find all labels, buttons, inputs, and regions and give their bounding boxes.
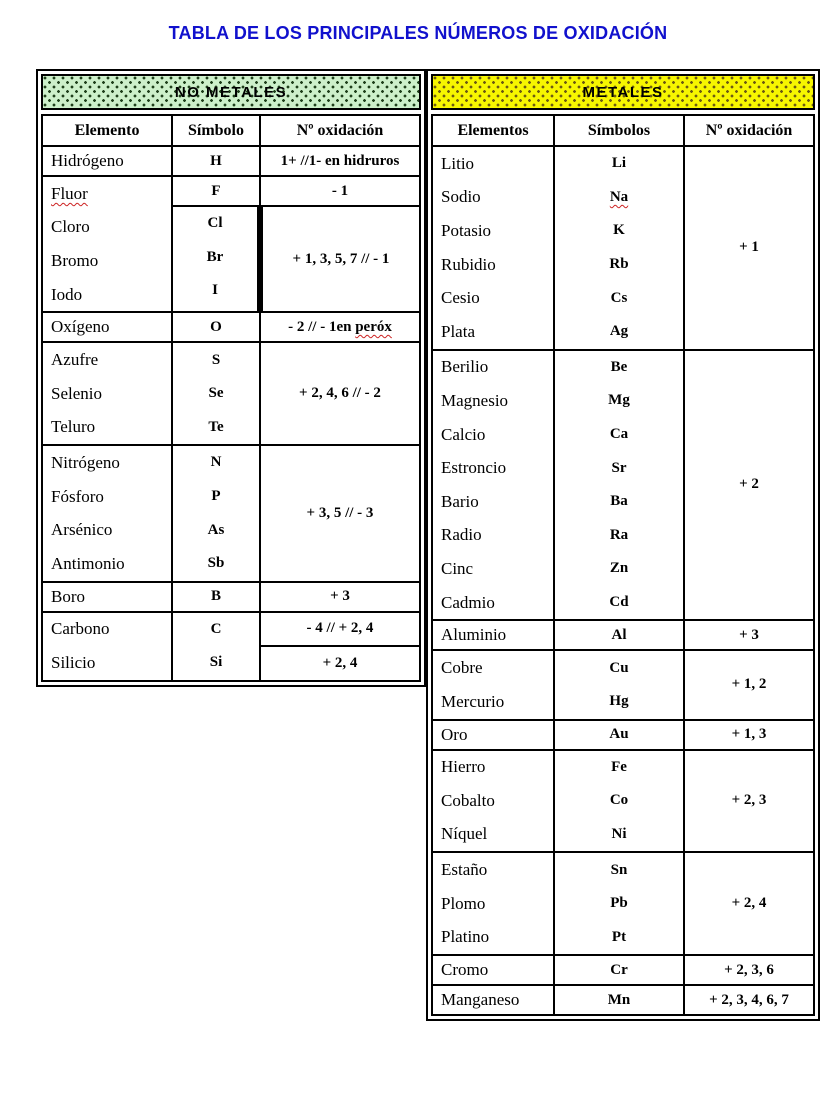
row-gold — [432, 720, 814, 750]
oxidation-cell — [260, 312, 420, 342]
column-header-elementos: Elementos — [432, 115, 554, 146]
element-cell: Hidrógeno — [42, 146, 172, 176]
element-cell: Oxígeno — [42, 312, 172, 342]
element-symbol: Fe — [611, 758, 627, 775]
element-name: Carbono — [51, 619, 110, 639]
element-cell-alkaline — [432, 350, 554, 621]
element-symbol: Si — [209, 654, 223, 671]
row-aluminium — [432, 620, 814, 650]
element-symbol: Rb — [609, 256, 629, 273]
symbol-cell-halogens — [172, 206, 260, 312]
element-symbol: Ca — [609, 426, 629, 443]
element-symbol: Zn — [609, 560, 629, 577]
element-name: Teluro — [51, 417, 96, 437]
nonmetals-header-row — [42, 115, 420, 146]
element-name: Hierro — [441, 757, 486, 777]
element-cell: Oro — [432, 720, 554, 750]
element-symbol: Br — [206, 248, 224, 265]
element-symbol: Ni — [611, 825, 627, 842]
element-symbol: Sr — [611, 459, 627, 476]
row-pnictogens — [42, 445, 420, 581]
symbol-cell-tin-group — [554, 852, 684, 955]
row-copper-group — [432, 650, 814, 719]
oxidation-cell: + 2, 4 — [684, 852, 814, 955]
column-header-oxidacion: Nº oxidación — [684, 115, 814, 146]
element-symbol — [555, 181, 683, 215]
element-name: Platino — [441, 927, 490, 947]
element-name: Cloro — [51, 217, 90, 237]
element-symbol: Se — [208, 385, 224, 402]
symbol-cell: H — [172, 146, 260, 176]
misspelled-word: peróx — [355, 318, 392, 335]
element-name: Azufre — [51, 350, 99, 370]
element-name — [43, 177, 171, 211]
oxidation-text: - 2 // - 1en — [288, 318, 356, 335]
metals-header-band — [431, 74, 815, 110]
symbol-cell-alkali — [554, 146, 684, 350]
element-symbol: Pt — [611, 928, 627, 945]
symbol-cell-alkaline — [554, 350, 684, 621]
oxidation-cell: + 2, 3 — [684, 750, 814, 853]
oxidation-cell: 1+ //1- en hidruros — [260, 146, 420, 176]
row-oxygen — [42, 312, 420, 342]
symbol-cell: Au — [554, 720, 684, 750]
row-boron — [42, 582, 420, 612]
element-cell: Boro — [42, 582, 172, 612]
element-symbol: C — [210, 620, 222, 637]
element-cell-pnictogens — [42, 445, 172, 581]
element-symbol: Ag — [609, 323, 629, 340]
column-header-simbolos: Símbolos — [554, 115, 684, 146]
element-name: Cadmio — [441, 592, 495, 612]
row-fluorine — [42, 176, 420, 206]
oxidation-cell: + 2, 4 — [260, 646, 420, 681]
element-name: Litio — [441, 153, 475, 173]
element-name: Nitrógeno — [51, 452, 120, 472]
element-name: Cobre — [441, 658, 483, 678]
element-name: Cesio — [441, 288, 480, 308]
oxidation-cell: + 2, 3, 6 — [684, 955, 814, 985]
metals-table-frame — [426, 69, 820, 1021]
element-name: Selenio — [51, 383, 102, 403]
oxidation-cell: + 1 — [684, 146, 814, 350]
element-symbol: Li — [611, 155, 627, 172]
element-name: Radio — [441, 525, 482, 545]
element-symbol: S — [211, 351, 221, 368]
element-name: Fósforo — [51, 486, 104, 506]
oxidation-cell: + 2, 3, 4, 6, 7 — [684, 985, 814, 1015]
document-page — [0, 23, 836, 1021]
element-symbol: Sn — [610, 861, 628, 878]
row-alkaline-group — [432, 350, 814, 621]
element-symbol: Be — [610, 358, 628, 375]
row-iron-group — [432, 750, 814, 853]
column-header-elemento: Elemento — [42, 115, 172, 146]
element-name: Cobalto — [441, 790, 495, 810]
row-alkali-group — [432, 146, 814, 350]
element-cell-chalcogens — [42, 342, 172, 445]
element-name: Potasio — [441, 220, 492, 240]
element-cell: Aluminio — [432, 620, 554, 650]
element-symbol: Ba — [610, 493, 628, 510]
element-symbol: Pb — [610, 895, 628, 912]
metals-band-label: METALES — [582, 83, 664, 101]
oxidation-cell: + 1, 3 — [684, 720, 814, 750]
element-name: Silicio — [51, 652, 96, 672]
element-cell-tin-group — [432, 852, 554, 955]
element-symbol: I — [212, 282, 218, 299]
oxidation-cell: + 3 — [684, 620, 814, 650]
symbol-cell: O — [172, 312, 260, 342]
symbol-cell-chalcogens — [172, 342, 260, 445]
oxidation-cell: + 3 — [260, 582, 420, 612]
symbol-cell-copper-group — [554, 650, 684, 719]
element-name: Cinc — [441, 558, 474, 578]
element-name: Magnesio — [441, 390, 509, 410]
nonmetals-table — [41, 114, 421, 682]
symbol-cell: B — [172, 582, 260, 612]
element-name: Rubidio — [441, 254, 496, 274]
element-symbol: Ra — [609, 526, 629, 543]
metals-header-row — [432, 115, 814, 146]
symbol-cell-pnictogens — [172, 445, 260, 581]
oxidation-cell: + 1, 2 — [684, 650, 814, 719]
element-name: Mercurio — [441, 691, 505, 711]
element-name: Bario — [441, 491, 479, 511]
symbol-cell: Cr — [554, 955, 684, 985]
element-cell: Manganeso — [432, 985, 554, 1015]
metals-table — [431, 114, 815, 1016]
column-header-oxidacion: Nº oxidación — [260, 115, 420, 146]
element-name: Calcio — [441, 424, 486, 444]
element-symbol: Cs — [610, 289, 628, 306]
element-name: Sodio — [441, 187, 481, 207]
oxidation-cell: + 2, 4, 6 // - 2 — [260, 342, 420, 445]
element-name: Estroncio — [441, 458, 507, 478]
oxidation-cell: + 2 — [684, 350, 814, 621]
element-name: Bromo — [51, 250, 99, 270]
element-name: Antimonio — [51, 553, 125, 573]
element-cell-carbon-group — [42, 612, 172, 681]
symbol-cell: F — [172, 176, 260, 206]
symbol-cell: Mn — [554, 985, 684, 1015]
row-chalcogens — [42, 342, 420, 445]
element-cell-alkali — [432, 146, 554, 350]
element-name: Berilio — [441, 357, 489, 377]
element-cell-iron-group — [432, 750, 554, 853]
symbol-cell-iron-group — [554, 750, 684, 853]
element-symbol: Mg — [608, 392, 630, 409]
element-symbol: Co — [609, 792, 629, 809]
element-symbol: Hg — [609, 693, 629, 710]
element-symbol: Te — [208, 418, 224, 435]
row-chromium — [432, 955, 814, 985]
row-hydrogen — [42, 146, 420, 176]
nonmetals-header-band — [41, 74, 421, 110]
element-name: Plomo — [441, 893, 486, 913]
oxidation-cell: - 1 — [260, 176, 420, 206]
element-symbol: N — [210, 454, 222, 471]
nonmetals-band-label: NO METALES — [174, 83, 288, 101]
row-tin-group — [432, 852, 814, 955]
row-carbon — [42, 612, 420, 647]
element-symbol: Cu — [609, 659, 629, 676]
oxidation-cell: + 3, 5 // - 3 — [260, 445, 420, 581]
column-header-simbolo: Símbolo — [172, 115, 260, 146]
element-cell-copper-group — [432, 650, 554, 719]
element-name: Estaño — [441, 860, 488, 880]
misspelled-word: Fluor — [51, 183, 88, 203]
element-name: Plata — [441, 321, 475, 341]
element-symbol: Cl — [207, 215, 223, 232]
element-symbol: P — [211, 488, 221, 505]
oxidation-cell-halogens: + 1, 3, 5, 7 // - 1 — [260, 206, 420, 312]
symbol-cell-carbon-group — [172, 612, 260, 681]
element-symbol: K — [613, 222, 625, 239]
oxidation-cell: - 4 // + 2, 4 — [260, 612, 420, 647]
element-name: Iodo — [51, 284, 83, 304]
element-name: Arsénico — [51, 520, 113, 540]
nonmetals-table-frame — [36, 69, 426, 687]
row-manganese — [432, 985, 814, 1015]
element-name: Níquel — [441, 824, 488, 844]
misspelled-word: Na — [609, 188, 629, 205]
symbol-cell: Al — [554, 620, 684, 650]
element-cell-halogens — [42, 176, 172, 312]
element-symbol: Sb — [207, 555, 225, 572]
element-symbol: As — [207, 521, 225, 538]
element-symbol: Cd — [609, 594, 629, 611]
tables-container — [36, 69, 836, 1021]
element-cell: Cromo — [432, 955, 554, 985]
page-title: TABLA DE LOS PRINCIPALES NÚMEROS DE OXIDACIÓN — [168, 23, 668, 43]
